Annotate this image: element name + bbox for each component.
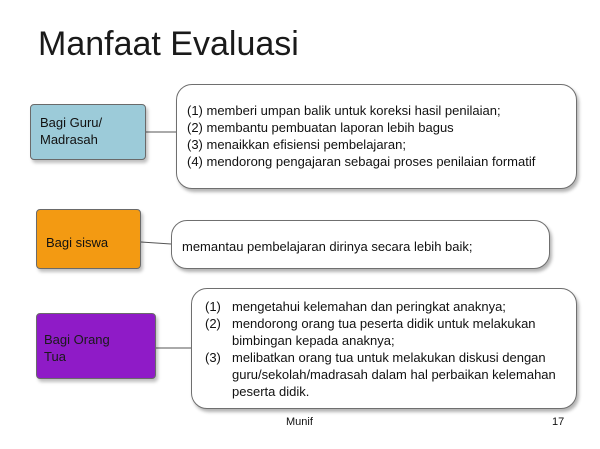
item-text: melibatkan orang tua untuk melakukan diskusi dengan guru/sekolah/madrasah dalam hal perbaikan kelemahan peserta didik. [232,350,556,399]
page-number: 17 [552,416,565,428]
list-item: (3) menaikkan efisiensi pembelajaran; [187,137,406,152]
label-line: Bagi Orang [44,332,110,347]
item-number: (2) [205,316,221,331]
label-line: Bagi Guru/ [40,115,103,130]
list-item [205,298,570,315]
content-box-guru [176,84,577,189]
label-orang-tua [36,313,156,379]
item-text: mendorong orang tua peserta didik untuk melakukan bimbingan kepada anaknya; [232,316,536,348]
list-item: memantau pembelajaran dirinya secara lebih baik; [182,239,473,254]
content-box-siswa [171,220,550,269]
footer-author: Munif [286,416,313,428]
item-number: (3) [205,350,221,365]
connector-siswa [141,242,171,244]
label-line: Tua [44,349,66,364]
label-siswa [36,209,141,269]
list-item [205,349,570,400]
slide-title: Manfaat Evaluasi [38,25,299,63]
content-box-orang-tua [191,288,577,409]
item-number: (1) [205,299,221,314]
list-item: (2) membantu pembuatan laporan lebih bagus [187,120,454,135]
label-guru-madrasah [30,104,146,160]
label-line: Madrasah [40,132,98,147]
item-text: mengetahui kelemahan dan peringkat anaknya; [232,299,506,314]
list-item: (4) mendorong pengajaran sebagai proses penilaian formatif [187,154,536,169]
label-line: Bagi siswa [46,235,109,250]
list-item: (1) memberi umpan balik untuk koreksi hasil penilaian; [187,103,501,118]
list-item [205,315,570,349]
